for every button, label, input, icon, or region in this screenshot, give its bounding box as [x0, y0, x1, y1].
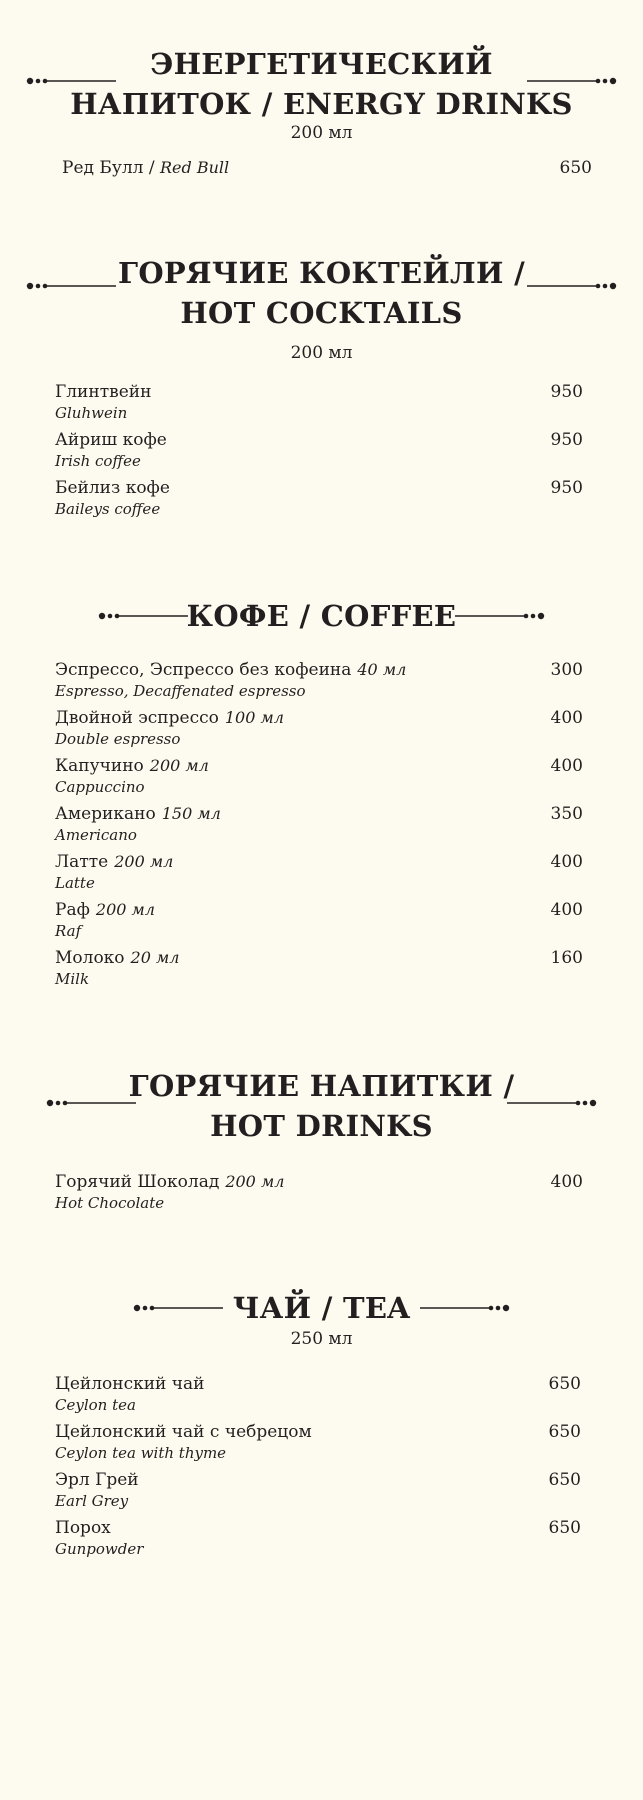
menu-item: [55, 707, 583, 749]
item-name-ru: Эспрессо, Эспрессо без кофеина 40 мл: [55, 660, 407, 680]
item-name-en: Milk: [55, 970, 90, 988]
ornament-left-icon: [133, 1301, 223, 1315]
item-price: 950: [550, 478, 583, 498]
item-name-en: Espresso, Decaffenated espresso: [55, 682, 306, 700]
section-heading: [0, 596, 643, 636]
heading-line-2: HOT DRINKS: [210, 1109, 433, 1143]
section-heading: [0, 44, 643, 124]
heading-line-2: НАПИТОК / ENERGY DRINKS: [70, 87, 573, 121]
ornament-right-icon: [527, 74, 617, 88]
menu-item: [55, 803, 583, 845]
item-volume: 150 мл: [161, 804, 221, 823]
item-name-ru: Бейлиз кофе: [55, 478, 170, 498]
heading-line-2: HOT COCKTAILS: [180, 296, 463, 330]
ornament-right-icon: [527, 279, 617, 293]
menu-item: [55, 429, 583, 471]
item-name-en: Ceylon tea: [55, 1396, 136, 1414]
menu-item: [55, 1421, 581, 1463]
item-name-en: Baileys coffee: [55, 500, 161, 518]
item-price: 400: [550, 900, 583, 920]
section-hot-cocktails: [0, 253, 643, 364]
heading-line-1: КОФЕ / COFFEE: [186, 599, 457, 633]
item-name-en: Hot Chocolate: [55, 1194, 165, 1212]
section-hot-drinks: [0, 1066, 643, 1146]
item-price: 400: [550, 1172, 583, 1192]
item-volume: 100 мл: [224, 708, 284, 727]
heading-line-1: ЭНЕРГЕТИЧЕСКИЙ: [150, 47, 493, 81]
item-name-ru: Цейлонский чай: [55, 1374, 205, 1394]
ornament-left-icon: [26, 279, 116, 293]
item-price: 650: [548, 1518, 581, 1538]
item-price: 650: [548, 1470, 581, 1490]
heading-line-1: ЧАЙ / TEA: [232, 1291, 411, 1325]
item-name-ru: Капучино 200 мл: [55, 756, 209, 776]
item-volume: 200 мл: [225, 1172, 285, 1191]
item-name-en: Raf: [55, 922, 82, 940]
item-price: 950: [550, 382, 583, 402]
menu-item: [55, 755, 583, 797]
menu-item: [55, 477, 583, 519]
item-volume: 200 мл: [95, 900, 155, 919]
menu-item: [55, 1373, 581, 1415]
item-name-en: Irish coffee: [55, 452, 141, 470]
item-name-ru: Порох: [55, 1518, 111, 1538]
item-name-ru: Американо 150 мл: [55, 804, 221, 824]
item-name-en: Red Bull: [160, 158, 230, 177]
item-price: 400: [550, 852, 583, 872]
item-price: 650: [548, 1374, 581, 1394]
item-name-ru: Цейлонский чай с чебрецом: [55, 1422, 312, 1442]
item-name-en: Ceylon tea with thyme: [55, 1444, 227, 1462]
item-price: 160: [550, 948, 583, 968]
section-volume: 200 мл: [290, 343, 353, 363]
item-price: 400: [550, 708, 583, 728]
menu-item: [55, 851, 583, 893]
ornament-right-icon: [420, 1301, 510, 1315]
item-price: 400: [550, 756, 583, 776]
ornament-right-icon: [455, 609, 545, 623]
item-name-ru: Айриш кофе: [55, 430, 167, 450]
menu-item: [55, 947, 583, 989]
item-name-en: Latte: [55, 874, 95, 892]
item-volume: 40 мл: [357, 660, 407, 679]
item-volume: 200 мл: [149, 756, 209, 775]
item-name-ru: Молоко 20 мл: [55, 948, 180, 968]
ornament-right-icon: [507, 1096, 597, 1110]
heading-line-1: ГОРЯЧИЕ НАПИТКИ /: [128, 1069, 515, 1103]
section-coffee: [0, 596, 643, 636]
menu-item: [55, 1171, 583, 1213]
menu-item: [55, 1469, 581, 1511]
menu-item: [55, 381, 583, 423]
item-name-ru: Горячий Шоколад 200 мл: [55, 1172, 285, 1192]
section-heading: [0, 1066, 643, 1146]
item-name-ru: Латте 200 мл: [55, 852, 174, 872]
item-volume: 200 мл: [114, 852, 174, 871]
item-name-en: Earl Grey: [55, 1492, 129, 1510]
item-volume: 20 мл: [130, 948, 180, 967]
menu-item: [55, 1517, 581, 1559]
ornament-left-icon: [26, 74, 116, 88]
item-price: 300: [550, 660, 583, 680]
item-name-ru: Глинтвейн: [55, 382, 152, 402]
item-name-ru: Двойной эспрессо 100 мл: [55, 708, 284, 728]
item-price: 350: [550, 804, 583, 824]
ornament-left-icon: [46, 1096, 136, 1110]
section-volume: 250 мл: [290, 1329, 353, 1349]
section-heading: [0, 1288, 643, 1328]
section-heading: [0, 253, 643, 333]
item-price: 650: [548, 1422, 581, 1442]
section-volume: 200 мл: [290, 123, 353, 143]
heading-line-1: ГОРЯЧИЕ КОКТЕЙЛИ /: [118, 256, 525, 290]
section-tea: [0, 1288, 643, 1350]
menu-item: [55, 659, 583, 701]
menu-item: [62, 157, 592, 179]
item-name-en: Double espresso: [55, 730, 181, 748]
item-name-en: Gunpowder: [55, 1540, 144, 1558]
item-name-en: Cappuccino: [55, 778, 145, 796]
item-name-ru: Ред Булл /: [62, 158, 160, 178]
section-energy-drinks: [0, 44, 643, 144]
item-price: 950: [550, 430, 583, 450]
menu-item: [55, 899, 583, 941]
item-name-ru: Эрл Грей: [55, 1470, 139, 1490]
ornament-left-icon: [98, 609, 188, 623]
item-price: 650: [559, 158, 592, 178]
item-name-en: Gluhwein: [55, 404, 128, 422]
item-name-en: Americano: [55, 826, 137, 844]
item-name-ru: Раф 200 мл: [55, 900, 155, 920]
